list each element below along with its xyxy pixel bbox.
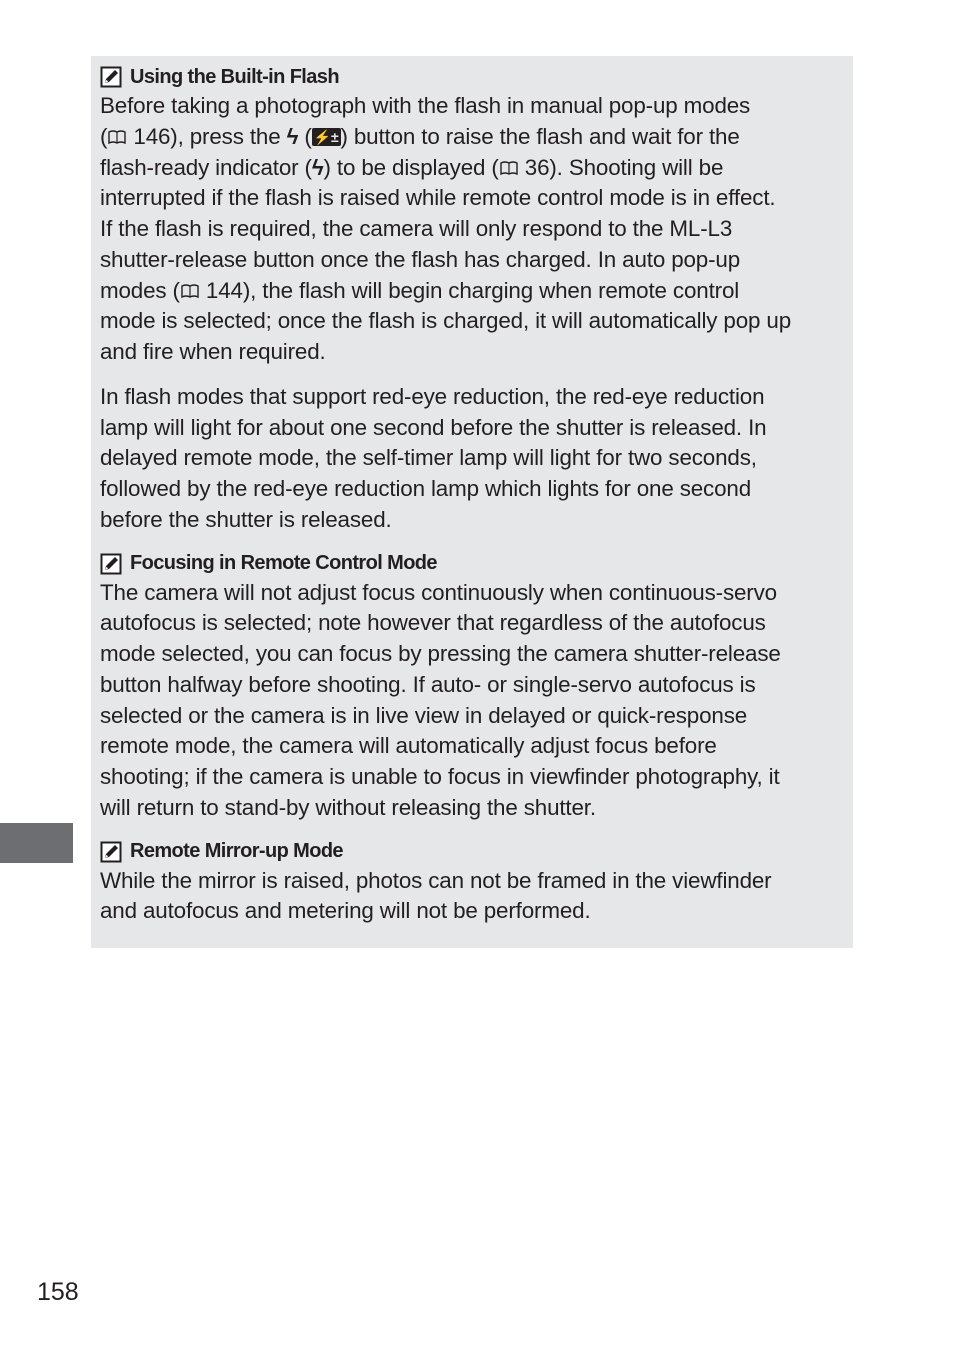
note-paragraph	[100, 866, 843, 928]
text-line: shutter-release button once the flash has charged. In auto pop-up	[100, 246, 741, 272]
book-reference-icon	[180, 283, 200, 299]
text-line: mode is selected; once the flash is charged, it will automatically pop up	[100, 308, 791, 334]
page-number: 158	[37, 1278, 79, 1306]
text-line: lamp will light for about one second before the shutter is released. In	[100, 414, 767, 440]
text-line: followed by the red-eye reduction lamp which lights for one second	[100, 476, 751, 501]
inline-text: 144), the flash will begin charging when remote control	[205, 277, 740, 303]
text-line: and autofocus and metering will not be performed.	[100, 898, 591, 924]
note-heading	[100, 63, 843, 91]
text-line: Before taking a photograph with the flash in manual pop-up modes	[100, 93, 751, 118]
text-line: mode selected, you can focus by pressing the camera shutter-release	[100, 641, 781, 666]
text-line	[100, 153, 843, 184]
note-title: Remote Mirror-up Mode	[130, 840, 343, 862]
chapter-tab	[0, 823, 73, 863]
inline-text: 146), press the	[133, 123, 287, 149]
note-paragraph	[100, 578, 843, 824]
pencil-note-icon	[100, 553, 122, 575]
note-title: Using the Built-in Flash	[130, 65, 339, 88]
text-line: and fire when required.	[100, 339, 326, 364]
text-line: button halfway before shooting. If auto- or single-servo autofocus is	[100, 671, 756, 697]
flash-icon: ϟ	[286, 123, 299, 149]
note-paragraph	[100, 382, 843, 536]
text-line: In flash modes that support red-eye reduction, the red-eye reduction	[100, 383, 765, 409]
inline-text: 36). Shooting will be	[524, 154, 724, 180]
text-line: delayed remote mode, the self-timer lamp will light for two seconds,	[100, 445, 757, 471]
text-line: shooting; if the camera is unable to focus in viewfinder photography, it	[100, 764, 780, 789]
book-reference-icon	[499, 160, 519, 176]
flash-ready-icon: ϟ	[311, 154, 324, 180]
text-line	[100, 276, 843, 307]
text-line: If the flash is required, the camera will only respond to the ML-L3	[100, 216, 733, 241]
inline-text: flash-ready indicator (	[100, 154, 312, 180]
inline-text: ) to be displayed (	[323, 154, 499, 180]
note-paragraph	[100, 91, 843, 368]
text-line: autofocus is selected; note however that regardless of the autofocus	[100, 610, 766, 636]
pencil-note-icon	[100, 841, 122, 863]
notes-panel	[91, 56, 853, 948]
inline-text: (	[304, 123, 312, 149]
note-title: Focusing in Remote Control Mode	[130, 552, 437, 574]
note-heading	[100, 838, 843, 866]
text-line: The camera will not adjust focus continuously when continuous-servo	[100, 579, 777, 605]
text-line: will return to stand-by without releasing the shutter.	[100, 794, 596, 820]
text-line: ( 146), press the ϟ ( ⚡±) button to raise the flash and wait for the	[100, 123, 740, 149]
note-heading	[100, 550, 843, 578]
text-line: selected or the camera is in live view in delayed or quick-response	[100, 702, 748, 728]
pencil-note-icon	[100, 66, 122, 88]
flash-compensation-icon: ⚡±	[313, 128, 339, 145]
inline-text: modes (	[100, 277, 180, 303]
text-line: interrupted if the flash is raised while remote control mode is in effect.	[100, 185, 776, 211]
text-line: before the shutter is released.	[100, 506, 392, 532]
text-line: remote mode, the camera will automatically adjust focus before	[100, 733, 717, 759]
book-reference-icon	[107, 129, 127, 145]
inline-text: ) button to raise the flash and wait for the	[340, 123, 740, 149]
text-line: While the mirror is raised, photos can not be framed in the viewfinder	[100, 867, 772, 893]
